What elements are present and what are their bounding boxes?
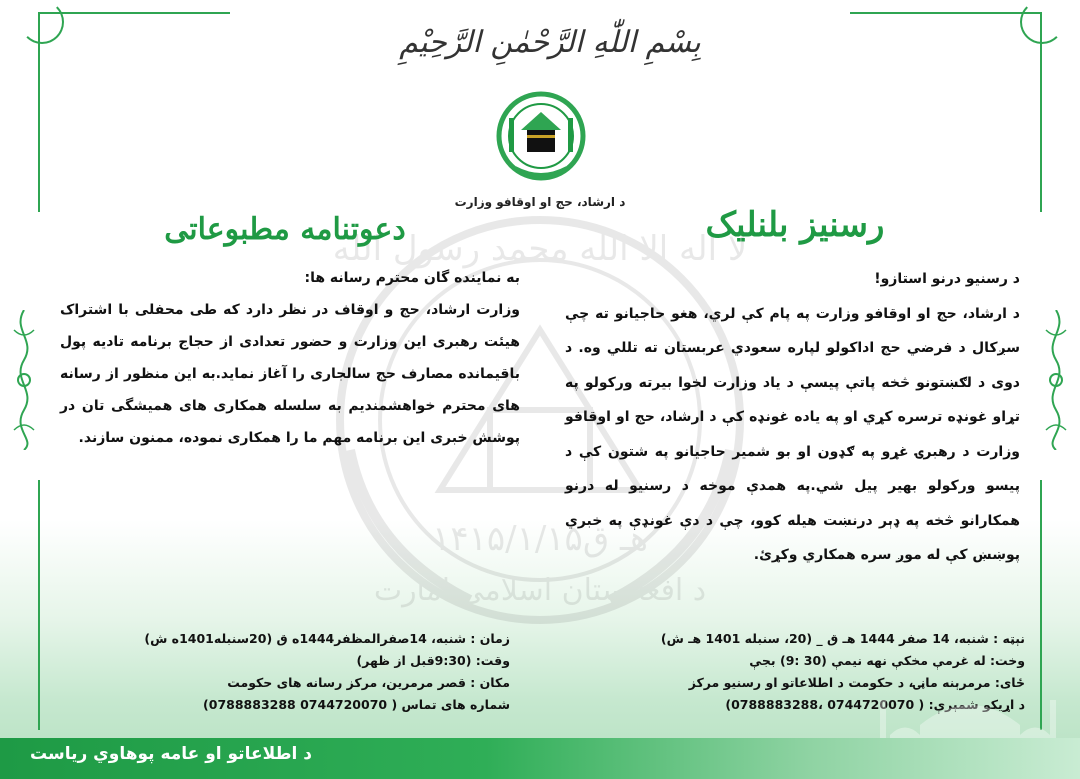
dari-title: دعوتنامه مطبوعاتی (164, 212, 406, 247)
dari-time: وقت: (9:30قبل از ظهر) (356, 653, 510, 668)
footer-department-name: د اطلاعاتو او عامه پوهاوي رياست (30, 744, 312, 764)
ministry-emblem-icon (495, 90, 587, 185)
dari-event-info (144, 628, 510, 716)
pashto-contact: د اړيکو شمېرې: ( 0744720070 ،0788883288) (725, 697, 1025, 712)
pashto-place: ځای: مرمرېنه ماڼۍ، د حکومت د اطلاعاتو او رسنيو مرکز (688, 675, 1025, 690)
side-ornament-left-icon (8, 310, 40, 450)
ministry-name: د ارشاد، حج او اوقافو وزارت (454, 195, 626, 209)
frame-left-lower-line (38, 480, 40, 730)
dari-contact: شماره های تماس ( 0744720070 0788883288) (203, 697, 510, 712)
bismillah-calligraphy: بِسْمِ اللّٰهِ الرَّحْمٰنِ الرَّحِيْمِ (399, 25, 701, 60)
corner-ornament-top-right (1020, 0, 1064, 44)
corner-ornament-top-left (20, 0, 64, 44)
pashto-date: نېټه : شنبه، 14 صفر 1444 هـ ق _ (20، سنبله 1401 هـ ش) (660, 631, 1025, 646)
watermark-date: ۱۴۱۵/۱/۱۵هـ ق (432, 519, 648, 559)
watermark-text-top: لا اله الا الله محمد رسول الله (332, 229, 748, 269)
dari-place: مکان : قصر مرمرین، مرکز رسانه های حکومت (227, 675, 510, 690)
dari-greeting: به نماینده گان محترم رسانه ها: (304, 270, 520, 286)
dari-body-text: وزارت ارشاد، حج و اوقاف در نظر دارد که طی محفلی با اشتراک هیئت رهبری این وزارت و حضور تعدادی از حجاج برنامه تادیه پول باقیمانده مصارف حج سالجاری را آغاز نماید.به این منظور از رسانه های محترم خواهشمندیم به سلسله همکاری های همیشگی تان در پوشش خبری این برنامه مهم ما را همکاری نموده، ممنون سازند. (60, 302, 520, 446)
pashto-time: وخت: له غرمې مخکې نهه نیمې (30 :9) بجې (749, 653, 1025, 668)
frame-top-right-line (850, 12, 1040, 14)
side-ornament-right-icon (1040, 310, 1072, 450)
watermark-text-bottom: د افغانستان اسلامي امارت (373, 573, 707, 608)
frame-top-left-line (40, 12, 230, 14)
dari-date: زمان : شنبه، 14صفرالمظفر1444ه ق (20سنبله1401ه ش) (144, 631, 510, 646)
pashto-title: رسنيز بلنليک (705, 205, 885, 245)
pashto-body-column (565, 262, 1020, 573)
dari-body-column (60, 262, 520, 454)
pashto-greeting: د رسنيو درنو استازو! (874, 271, 1020, 287)
pashto-body-text: د ارشاد، حج او اوقافو وزارت په پام کې لري، هغو حاجيانو ته چې سږکال د فرضي حج اداکولو لپاره سعودي عربستان ته تللي وه. د دوی د لګښتونو څخه پاتې پيسې د ياد وزارت لخوا بيرته ورکولو په تړاو غونډه ترسره کړي او په ياده غونډه کې د ارشاد، حج او اوقافو وزارت د رهبرۍ غړو په ګډون او بو شمير حاجيانو په شتون کې د پيسو ورکولو بهير پيل شي.په همدې موخه د رسنيو له درنو همکارانو څخه په ډېر درنښت هيله کوو، چې د دې غونډې په خبري پوښښ کې له موږ سره همکاري وکړئ. (565, 305, 1020, 563)
